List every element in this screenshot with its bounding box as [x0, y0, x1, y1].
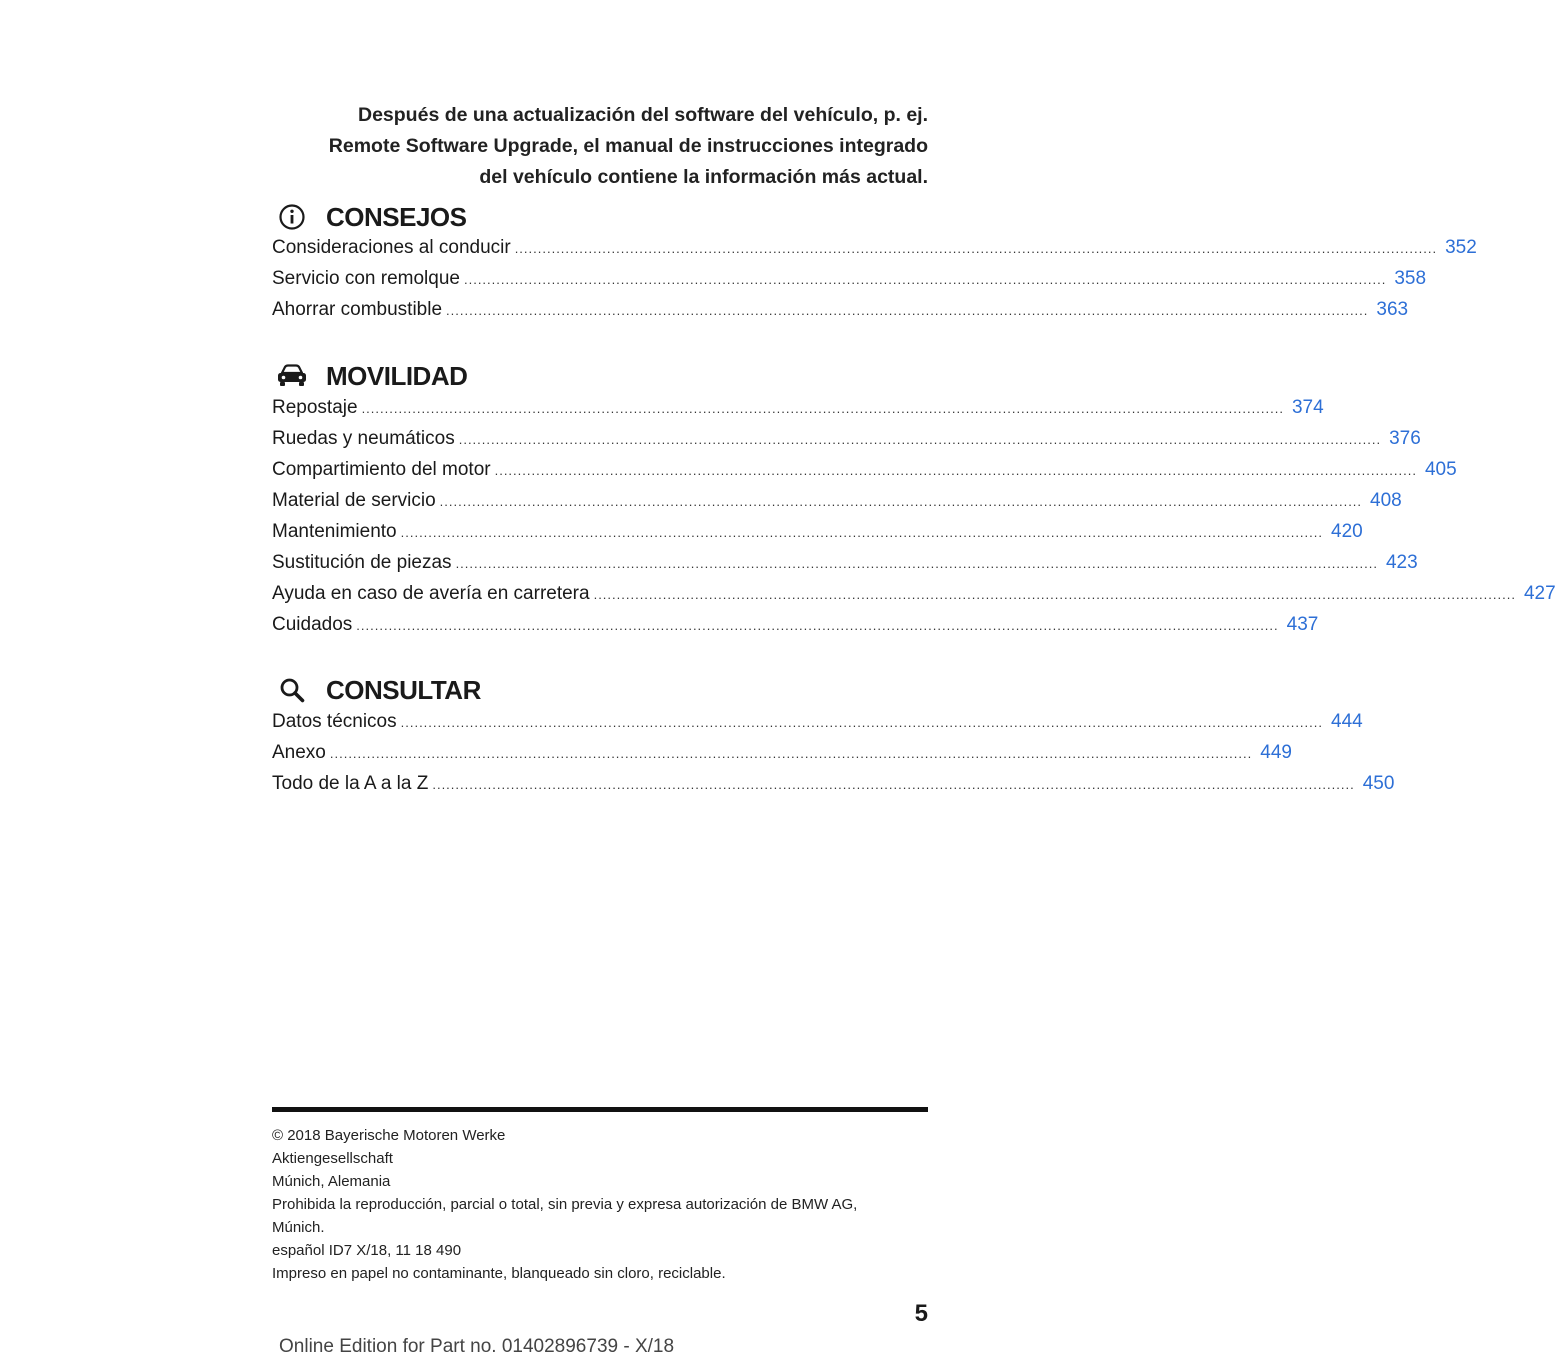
toc-item-label: Material de servicio [272, 490, 436, 511]
page-number: 5 [914, 1300, 928, 1327]
toc-item-label: Todo de la A a la Z [272, 773, 429, 794]
toc-page-link[interactable]: 427 [1523, 583, 1556, 604]
intro-line: Después de una actualización del software del vehículo, p. ej. [358, 104, 928, 126]
imprint-line: Múnich. [272, 1219, 325, 1236]
toc-page-link[interactable]: 423 [1385, 552, 1418, 573]
toc-item[interactable] [272, 299, 1409, 330]
toc-item[interactable] [272, 490, 1402, 521]
toc-item[interactable] [272, 268, 1427, 299]
toc-item[interactable] [272, 552, 1418, 583]
toc-page-link[interactable]: 420 [1331, 521, 1363, 542]
info-icon [272, 201, 312, 233]
imprint-line: Prohibida la reproducción, parcial o total, sin previa y expresa autorización de BMW AG, [272, 1196, 858, 1213]
toc-item-label: Ahorrar combustible [272, 299, 443, 320]
section-title: CONSEJOS [326, 201, 467, 232]
footer-edition: Online Edition for Part no. 01402896739 - X/18 [279, 1336, 675, 1357]
toc-page-link[interactable]: 358 [1394, 268, 1427, 289]
leader-dots: ........................................................................................................................................................................................................ [400, 525, 1323, 540]
section-title: MOVILIDAD [326, 360, 468, 391]
toc-item-label: Servicio con remolque [272, 268, 460, 289]
imprint-line: Aktiengesellschaft [272, 1150, 393, 1167]
intro-line: Remote Software Upgrade, el manual de instrucciones integrado [328, 135, 928, 157]
toc-item-label: Ayuda en caso de avería en carretera [272, 583, 590, 604]
toc-page-link[interactable]: 405 [1424, 459, 1457, 480]
toc-page-link[interactable]: 408 [1370, 490, 1402, 511]
imprint-line: español ID7 X/18, 11 18 490 [272, 1242, 462, 1259]
toc-page-link[interactable]: 363 [1376, 299, 1409, 320]
toc-page-link[interactable]: 444 [1331, 711, 1363, 732]
toc-page-link[interactable]: 449 [1260, 742, 1292, 763]
leader-dots: ........................................................................................................................................................................................................ [329, 746, 1253, 761]
imprint-line: Múnich, Alemania [272, 1173, 391, 1190]
toc-item[interactable] [272, 459, 1457, 490]
toc-item[interactable] [272, 773, 1395, 804]
section-header-consejos [272, 197, 467, 237]
imprint-line: © 2018 Bayerische Motoren Werke [272, 1127, 506, 1144]
toc-page-link[interactable]: 437 [1286, 614, 1319, 635]
toc-item-label: Datos técnicos [272, 711, 397, 732]
toc-list-consejos [272, 237, 1477, 330]
toc-item[interactable] [272, 711, 1363, 742]
toc-item-label: Cuidados [272, 614, 353, 635]
toc-item-label: Sustitución de piezas [272, 552, 452, 573]
toc-list-movilidad [272, 397, 1556, 645]
toc-item[interactable] [272, 583, 1556, 614]
toc-item-label: Compartimiento del motor [272, 459, 491, 480]
search-icon [272, 674, 312, 706]
section-header-consultar [272, 670, 481, 710]
toc-item[interactable] [272, 237, 1477, 268]
section-header-movilidad [272, 356, 467, 396]
intro-note [268, 100, 928, 193]
toc-page-link[interactable]: 352 [1445, 237, 1477, 258]
divider [272, 1107, 928, 1112]
leader-dots: ........................................................................................................................................................................................................ [463, 272, 1387, 287]
toc-item-label: Repostaje [272, 397, 358, 418]
leader-dots: ........................................................................................................................................................................................................ [458, 432, 1382, 447]
toc-item[interactable] [272, 428, 1421, 459]
leader-dots: ........................................................................................................................................................................................................ [400, 715, 1323, 730]
intro-line: del vehículo contiene la información más actual. [479, 166, 928, 188]
toc-item[interactable] [272, 521, 1363, 552]
toc-item[interactable] [272, 397, 1324, 428]
leader-dots: ........................................................................................................................................................................................................ [494, 463, 1417, 478]
toc-list-consultar [272, 711, 1395, 804]
toc-item-label: Ruedas y neumáticos [272, 428, 455, 449]
leader-dots: ........................................................................................................................................................................................................ [455, 556, 1378, 571]
car-icon [272, 360, 312, 392]
leader-dots: ........................................................................................................................................................................................................ [356, 618, 1279, 633]
toc-item-label: Anexo [272, 742, 326, 763]
toc-page-link[interactable]: 376 [1389, 428, 1421, 449]
leader-dots: ........................................................................................................................................................................................................ [446, 303, 1369, 318]
imprint [272, 1124, 928, 1285]
imprint-line: Impreso en papel no contaminante, blanqueado sin cloro, reciclable. [272, 1265, 726, 1282]
toc-page-link[interactable]: 450 [1362, 773, 1395, 794]
section-title: CONSULTAR [326, 674, 481, 705]
leader-dots: ........................................................................................................................................................................................................ [361, 401, 1284, 416]
toc-page-link[interactable]: 374 [1291, 397, 1324, 418]
leader-dots: ........................................................................................................................................................................................................ [432, 777, 1355, 792]
leader-dots: ........................................................................................................................................................................................................ [514, 241, 1438, 256]
leader-dots: ........................................................................................................................................................................................................ [439, 494, 1363, 509]
toc-item[interactable] [272, 614, 1319, 645]
toc-item-label: Consideraciones al conducir [272, 237, 511, 258]
toc-item-label: Mantenimiento [272, 521, 397, 542]
leader-dots: ........................................................................................................................................................................................................ [593, 587, 1516, 602]
toc-item[interactable] [272, 742, 1292, 773]
